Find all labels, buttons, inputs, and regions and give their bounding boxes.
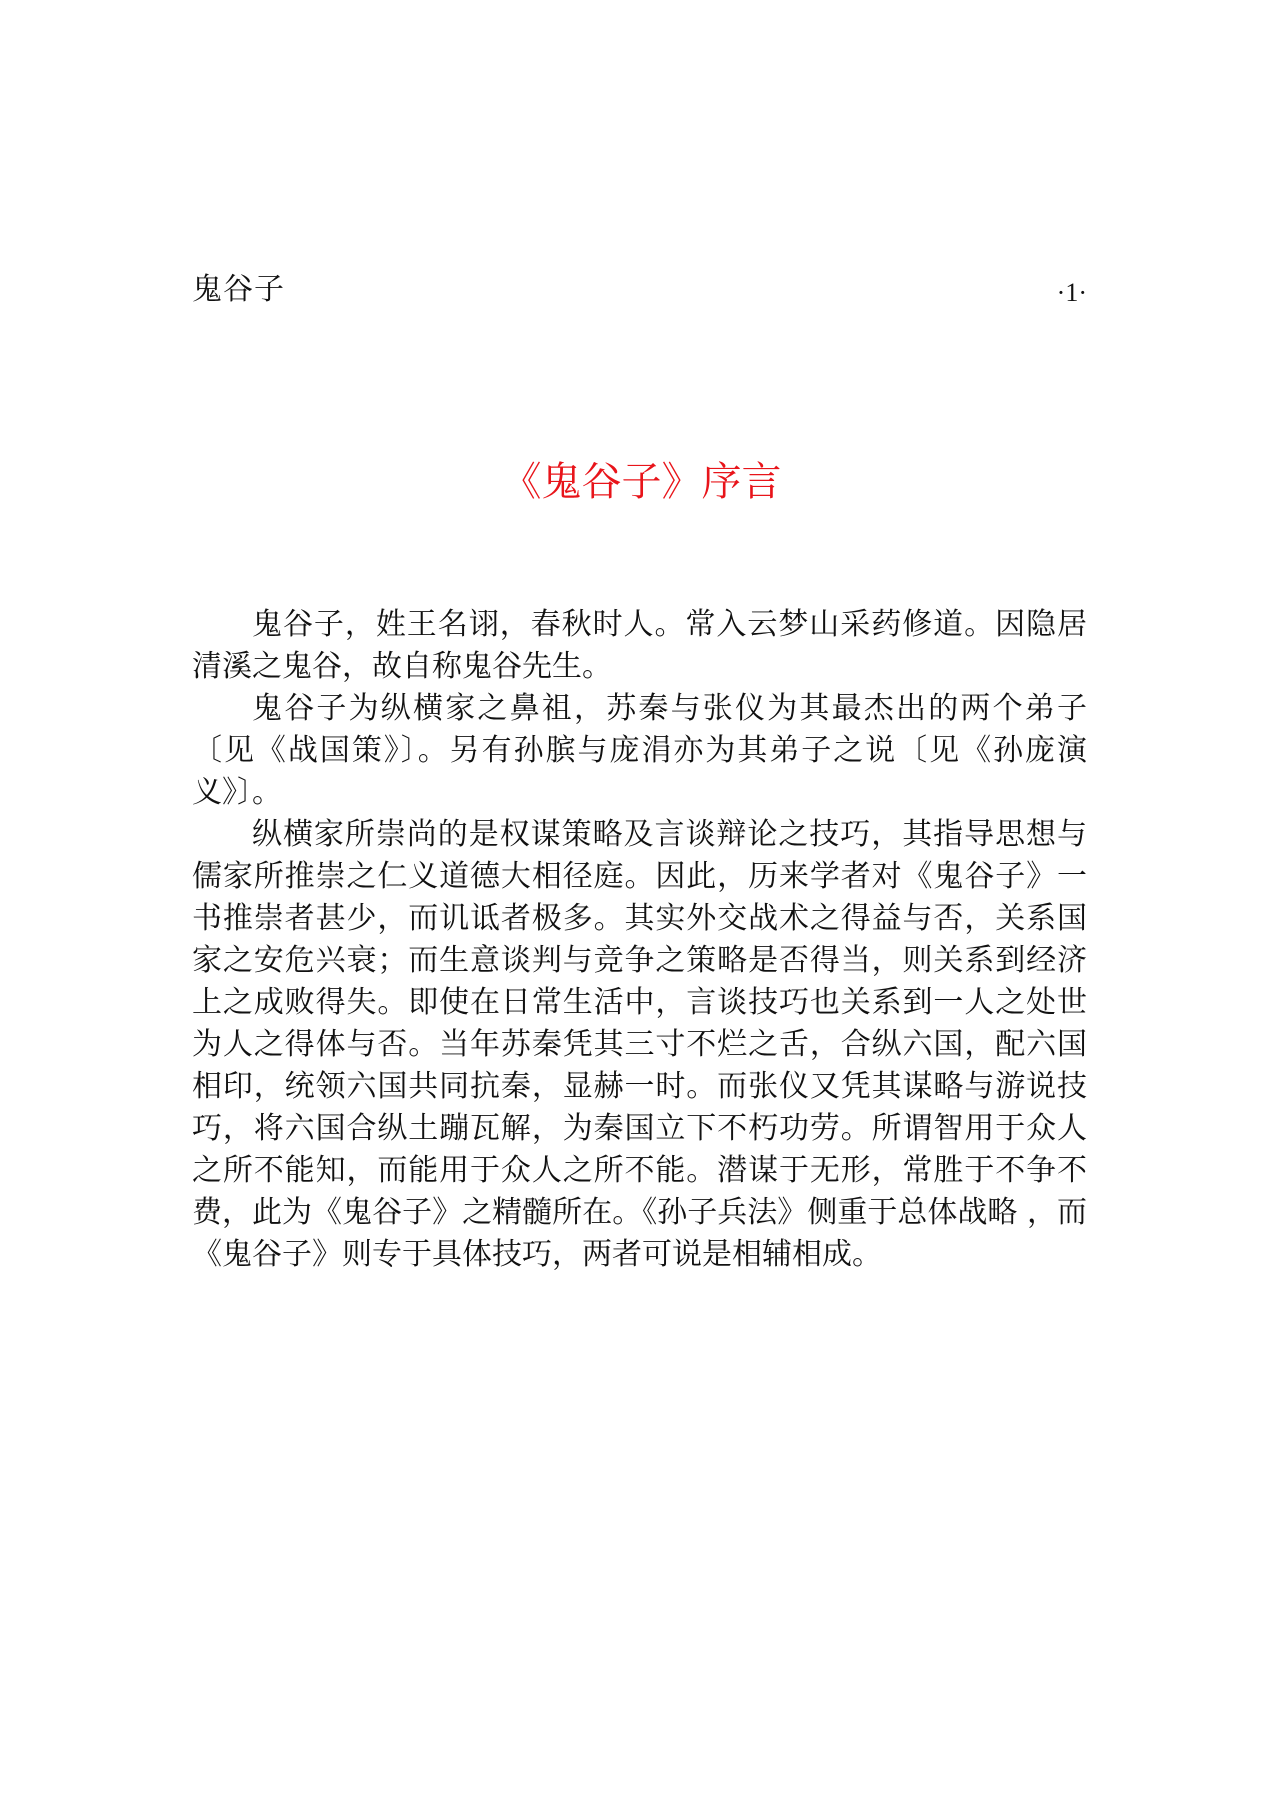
section-title: 《鬼谷子》序言 xyxy=(501,459,782,505)
paragraph: 纵横家所崇尚的是权谋策略及言谈辩论之技巧，其指导思想与儒家所推崇之仁义道德大相径庭。因此，历来学者对《鬼谷子》一书推崇者甚少，而讥诋者极多。其实外交战术之得益与否，关系国家之安危兴衰；而生意谈判与竞争之策略是否得当，则关系到经济上之成败得失。即使在日常生活中，言谈技巧也关系到一人之处世为人之得体与否。当年苏秦凭其三寸不烂之舌，合纵六国，配六国相印，统领六国共同抗秦，显赫一时。而张仪又凭其谋略与游说技巧，将六国合纵土蹦瓦解，为秦国立下不朽功劳。所谓智用于众人之所不能知，而能用于众人之所不能。潜谋于无形，常胜于不争不费，此为《鬼谷子》之精髓所在。《孙子兵法》侧重于总体战略 ，而《鬼谷子》则专于具体技巧，两者可说是相辅相成。 xyxy=(192,817,1087,1272)
page-number: ·1· xyxy=(1056,278,1087,307)
paragraph: 鬼谷子为纵横家之鼻祖，苏秦与张仪为其最杰出的两个弟子〔见《战国策》〕。另有孙膑与庞涓亦为其弟子之说〔见《孙庞演义》〕。 xyxy=(192,691,1087,810)
header-book-title: 鬼谷子 xyxy=(192,272,285,307)
body-text xyxy=(192,604,1087,1276)
paragraph: 鬼谷子，姓王名诩，春秋时人。常入云梦山采药修道。因隐居清溪之鬼谷，故自称鬼谷先生。 xyxy=(192,607,1087,684)
running-header xyxy=(192,268,1087,308)
